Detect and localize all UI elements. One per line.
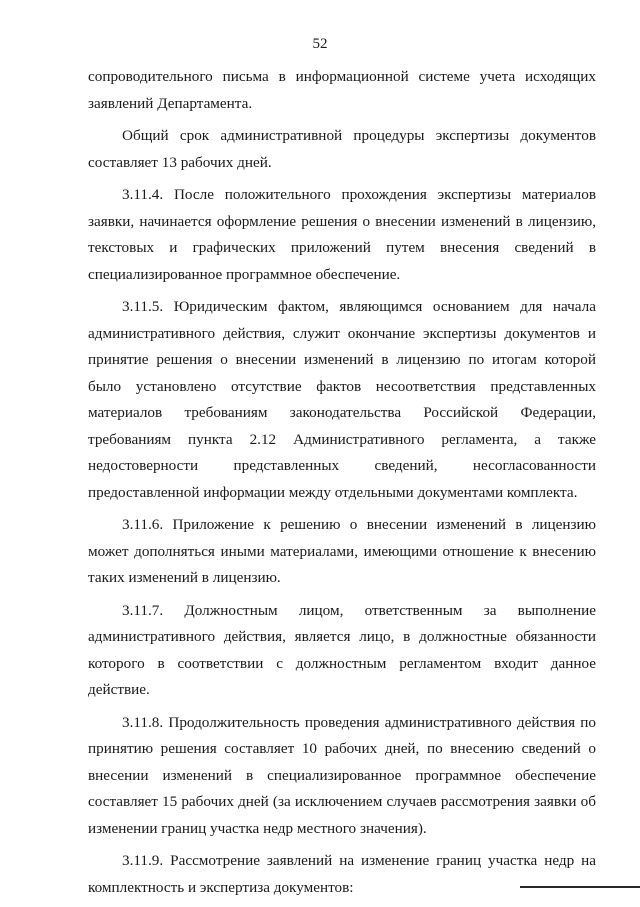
paragraph-3-11-4: 3.11.4. После положительного прохождения экспертизы материалов заявки, начинается оформление решения о внесении изменений в лицензию, текстовых и графических приложений путем внесения сведений в специализированное программное обеспечение. — [88, 186, 596, 283]
paragraph-3-11-7: 3.11.7. Должностным лицом, ответственным за выполнение административного действия, является лицо, в должностные обязанности которого в соответствии с должностным регламентом входит данное действие. — [88, 601, 596, 698]
paragraph-total-term: Общий срок административной процедуры экспертизы документов составляет 13 рабочих дней. — [88, 127, 596, 171]
paragraph-3-11-8: 3.11.8. Продолжительность проведения административного действия по принятию решения составляет 10 рабочих дней, по внесению сведений о внесении изменений в специализированное программное обеспечение составляет 15 рабочих дней (за исключением случаев рассмотрения заявки об изменении границ участка недр местного значения). — [88, 713, 596, 837]
scan-edge-line — [520, 886, 640, 888]
paragraph-3-11-5: 3.11.5. Юридическим фактом, являющимся основанием для начала административного действия, служит окончание экспертизы документов и принятие решения о внесении изменений в лицензию по итогам которой было установлено отсутствие фактов несоответствия представленных материалов требованиям законодательства Российской Федерации, требованиям пункта 2.12 Административного регламента, а также недостоверности представленных сведений, несогласованности предоставленной информации между отдельными документами комплекта. — [88, 298, 596, 501]
paragraph-3-11-9: 3.11.9. Рассмотрение заявлений на изменение границ участка недр на комплектность и экспертиза документов: — [88, 852, 596, 896]
page-number: 52 — [312, 36, 328, 52]
paragraph-3-11-6: 3.11.6. Приложение к решению о внесении изменений в лицензию может дополняться иными материалами, имеющими отношение к внесению таких изменений в лицензию. — [88, 516, 596, 586]
document-body — [88, 64, 596, 907]
paragraph-continuation: сопроводительного письма в информационной системе учета исходящих заявлений Департамента. — [88, 68, 596, 112]
